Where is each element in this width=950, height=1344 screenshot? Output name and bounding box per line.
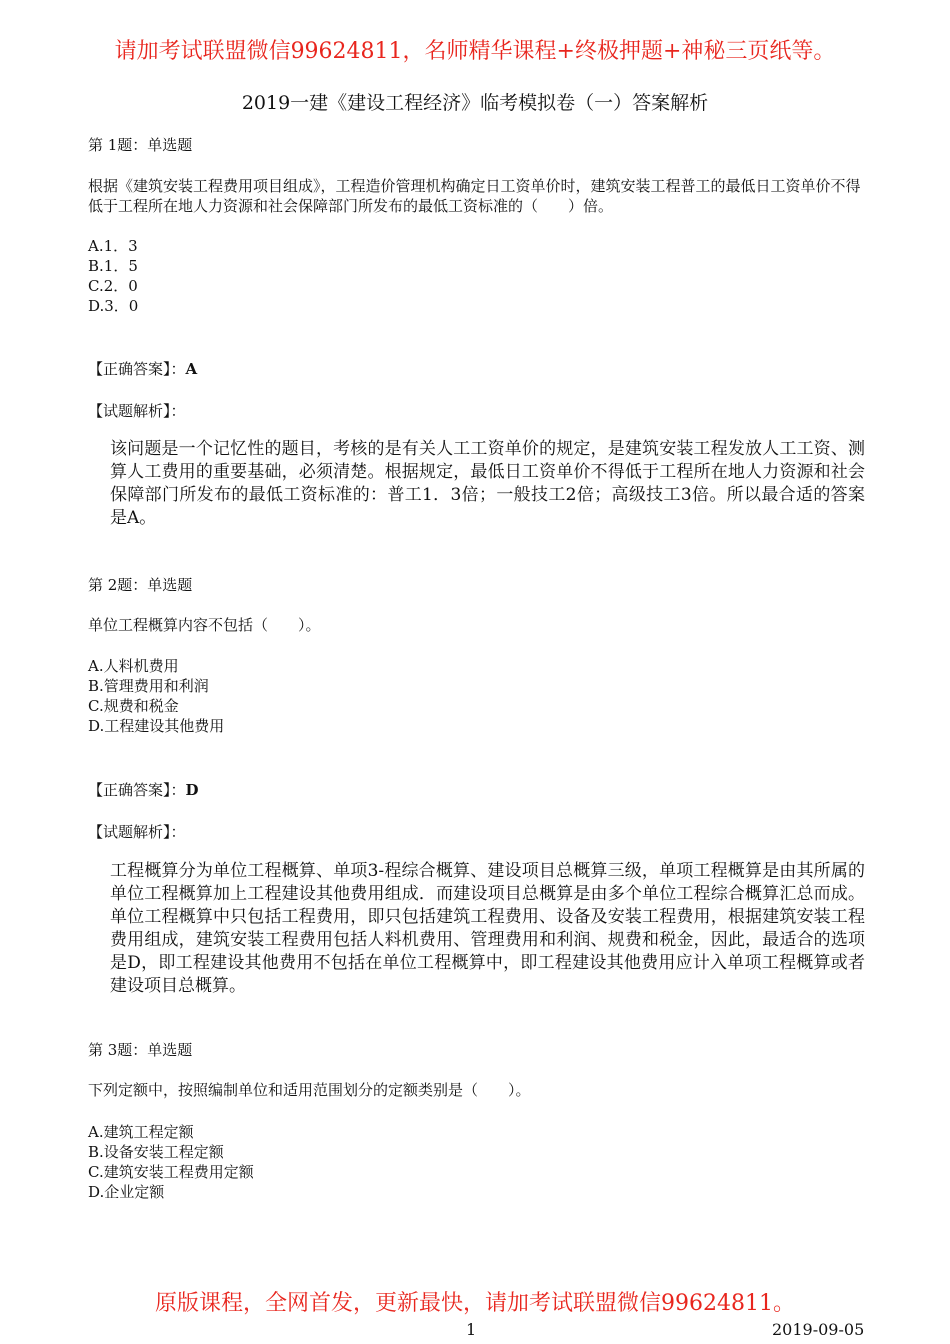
question-2-option-d: D.工程建设其他费用	[88, 717, 225, 735]
answer-value: D	[185, 781, 199, 799]
header-banner: 请加考试联盟微信99624811，名师精华课程+终极押题+神秘三页纸等。	[114, 39, 836, 64]
question-1-heading: 第 1题：单选题	[88, 136, 193, 154]
question-2-answer	[88, 779, 199, 800]
question-1-answer	[88, 358, 197, 379]
footer-date: 2019-09-05	[772, 1320, 865, 1339]
page-number: 1	[466, 1320, 477, 1339]
question-2-stem: 单位工程概算内容不包括（ ）。	[88, 616, 321, 634]
answer-value: A	[185, 360, 198, 378]
question-2-option-a: A.人料机费用	[88, 657, 179, 675]
question-2-analysis-label: 【试题解析】：	[88, 823, 186, 841]
answer-label: 【正确答案】：	[88, 360, 186, 378]
question-2-analysis: 工程概算分为单位工程概算、单项3-程综合概算、建设项目总概算三级，单项工程概算是由其所属的单位工程概算加上工程建设其他费用组成．而建设项目总概算是由多个单位工程综合概算汇总而成。单位工程概算中只包括工程费用，即只包括建筑工程费用、设备及安装工程费用，根据建筑安装工程费用组成，建筑安装工程费用包括人料机费用、管理费用和利润、规费和税金，因此，最适合的选项是D，即工程建设其他费用不包括在单位工程概算中，即工程建设其他费用应计入单项工程概算或者建设项目总概算。	[110, 861, 865, 996]
question-2-option-b: B.管理费用和利润	[88, 677, 209, 695]
footer-banner: 原版课程，全网首发，更新最快，请加考试联盟微信99624811。	[155, 1291, 795, 1316]
question-1-option-d: D.3．0	[88, 297, 139, 315]
question-3-option-b: B.设备安装工程定额	[88, 1143, 224, 1161]
question-3-option-a: A.建筑工程定额	[88, 1123, 194, 1141]
question-1-option-b: B.1．5	[88, 257, 138, 275]
question-1-analysis-label: 【试题解析】：	[88, 402, 186, 420]
question-3-stem: 下列定额中，按照编制单位和适用范围划分的定额类别是（ ）。	[88, 1081, 531, 1099]
question-3-option-c: C.建筑安装工程费用定额	[88, 1163, 254, 1181]
question-2-option-c: C.规费和税金	[88, 697, 179, 715]
answer-label: 【正确答案】：	[88, 781, 186, 799]
question-1-option-c: C.2．0	[88, 277, 138, 295]
question-1-analysis: 该问题是一个记忆性的题目，考核的是有关人工工资单价的规定，是建筑安装工程发放人工工资、测算人工费用的重要基础，必须清楚。根据规定，最低日工资单价不得低于工程所在地人力资源和社会保障部门所发布的最低工资标准的：普工1．3倍；一般技工2倍；高级技工3倍。所以最合适的答案是A。	[110, 439, 865, 528]
question-2-heading: 第 2题：单选题	[88, 576, 193, 594]
question-1-option-a: A.1．3	[88, 237, 138, 255]
question-3-heading: 第 3题：单选题	[88, 1041, 193, 1059]
question-1-stem: 根据《建筑安装工程费用项目组成》，工程造价管理机构确定日工资单价时，建筑安装工程普工的最低日工资单价不得低于工程所在地人力资源和社会保障部门所发布的最低工资标准的（ ）倍。	[88, 177, 861, 215]
document-title: 2019一建《建设工程经济》临考模拟卷（一）答案解析	[241, 92, 709, 114]
question-3-option-d: D.企业定额	[88, 1183, 165, 1201]
